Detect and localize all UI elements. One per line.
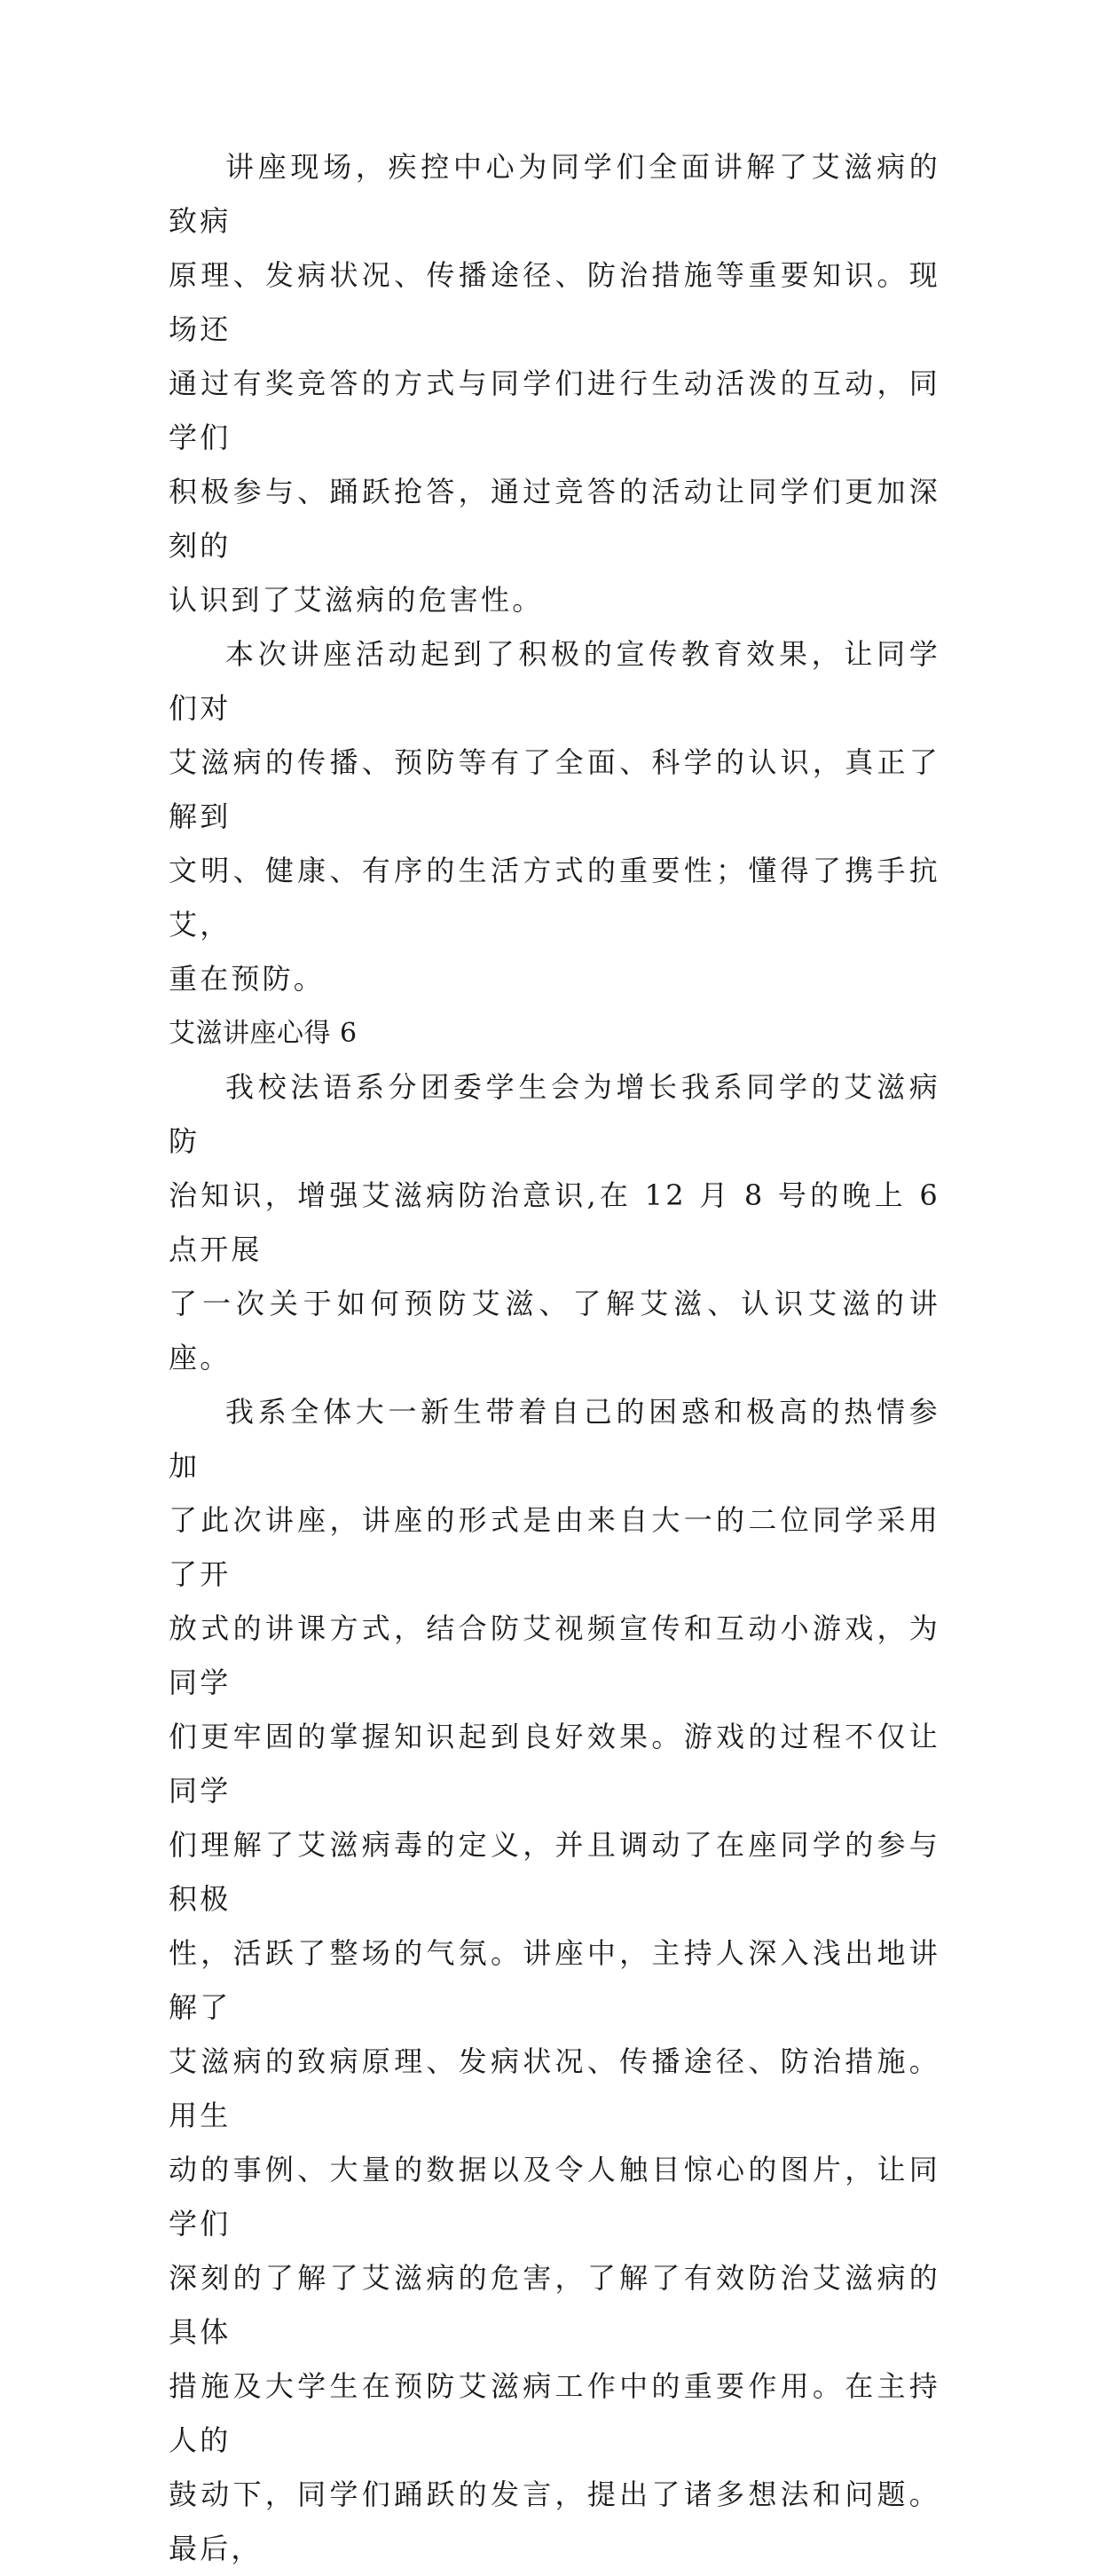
- section-heading: 艾滋讲座心得 6: [169, 1018, 358, 1049]
- document-body: [169, 140, 940, 2576]
- paragraph-lecture-intro: 我校法语系分团委学生会为增长我系同学的艾滋病防 治知识，增强艾滋病防治意识,在 12 月 8 号的晚上 6 点开展 了一次关于如何预防艾滋、了解艾滋、认识艾滋的讲座。: [169, 1070, 940, 1375]
- paragraph-lecture-detail: 我系全体大一新生带着自己的困惑和极高的热情参加 了此次讲座，讲座的形式是由来自大一的二位同学采用了开 放式的讲课方式，结合防艾视频宣传和互动小游戏，为同学 们更牢固的掌握知识起到良好效果。游戏的过程不仅让同学 们理解了艾滋病毒的定义，并且调动了在座同学的参与积极 性，活跃了整场的气氛。讲座中，主持人深入浅出地讲解了 艾滋病的致病原理、发病状况、传播途径、防治措施。用生 动的事例、大量的数据以及令人触目惊心的图片，让同学们 深刻的了解了艾滋病的危害，了解了有效防治艾滋病的具体 措施及大学生在预防艾滋病工作中的重要作用。在主持人的 鼓动下，同学们踊跃的发言，提出了诸多想法和问题。最后，: [169, 1395, 940, 2565]
- paragraph-lecture-scene: 讲座现场，疾控中心为同学们全面讲解了艾滋病的致病 原理、发病状况、传播途径、防治措施等重要知识。现场还 通过有奖竞答的方式与同学们进行生动活泼的互动，同学们 积极参与、踊跃抢答，通过竞答的活动让同学们更加深刻的 认识到了艾滋病的危害性。: [169, 150, 940, 617]
- paragraph-lecture-effect: 本次讲座活动起到了积极的宣传教育效果，让同学们对 艾滋病的传播、预防等有了全面、科学的认识，真正了解到 文明、健康、有序的生活方式的重要性；懂得了携手抗艾， 重在预防。: [169, 637, 940, 996]
